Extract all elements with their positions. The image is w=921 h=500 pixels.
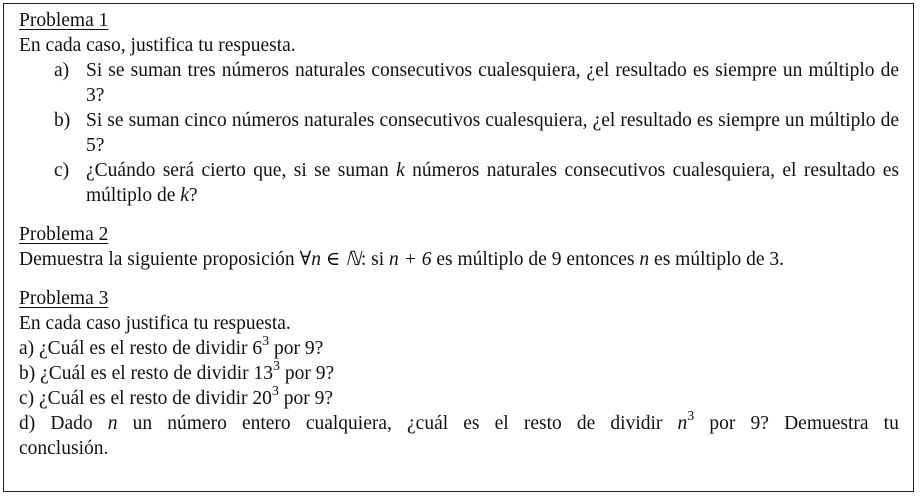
math-var-k: k	[396, 160, 405, 181]
item-d-line-2: conclusión.	[19, 438, 109, 459]
word: el	[494, 413, 509, 434]
statement-post: es múltiplo de 3.	[649, 249, 785, 270]
item-text-post: por 9?	[279, 363, 335, 384]
item-text-pre: ¿Cuál es el resto de dividir	[40, 363, 254, 384]
problem-2-statement	[19, 247, 899, 272]
word: Dado	[50, 413, 93, 434]
statement-mid2: es múltiplo de 9 entonces	[431, 249, 640, 270]
item-text: Si se suman tres números naturales consecutivos cualesquiera, ¿el resultado es siempre un múltiplo de 3?	[86, 60, 899, 106]
problem-1-item-c	[19, 158, 899, 208]
item-label: b)	[54, 110, 71, 131]
item-text-post: por 9?	[278, 388, 334, 409]
math-base: 20	[252, 388, 272, 409]
word: cualquiera,	[305, 413, 392, 434]
math-var-n: n	[107, 413, 118, 434]
math-exponent: 3	[262, 333, 270, 349]
word: tu	[883, 413, 899, 434]
word: ¿cuál	[407, 413, 449, 434]
item-text-post: por 9?	[269, 338, 324, 359]
math-expression: n + 6	[389, 249, 432, 270]
word: entero	[241, 413, 291, 434]
item-text-pre: ¿Cuál es el resto de dividir	[39, 338, 253, 359]
item-text-pre: ¿Cuándo será cierto que, si se suman	[86, 160, 397, 181]
problem-3-item-d	[19, 408, 899, 461]
problem-3-item-c	[19, 383, 899, 411]
item-d-line-1	[19, 408, 899, 436]
item-label: d)	[19, 413, 36, 434]
math-exponent: 3	[272, 358, 280, 374]
problem-3-item-b	[19, 358, 899, 386]
word: resto	[523, 413, 562, 434]
item-text-post: ?	[188, 185, 198, 206]
statement-pre: Demuestra la siguiente proposición	[19, 249, 300, 270]
word: dividir	[610, 413, 663, 434]
item-label: b)	[19, 363, 36, 384]
math-var-n: n	[639, 249, 650, 270]
math-base: 13	[253, 363, 273, 384]
problem-3	[19, 286, 899, 461]
word: por	[709, 413, 736, 434]
item-text-mid: números naturales consecutivos cualesquiera, el resultado es múltiplo de	[86, 160, 899, 206]
item-label: a)	[19, 338, 35, 359]
word: de	[576, 413, 596, 434]
item-label: a)	[54, 60, 70, 81]
problem-3-intro: En cada caso justifica tu respuesta.	[19, 313, 291, 334]
word: 9?	[750, 413, 769, 434]
math-base: n	[677, 413, 688, 434]
problem-1-item-b	[19, 108, 899, 158]
item-text: Si se suman cinco números naturales consecutivos cualesquiera, ¿el resultado es siempre un múltiplo de 5?	[86, 110, 899, 156]
item-label: c)	[19, 388, 35, 409]
word: un	[132, 413, 153, 434]
problem-1-items	[19, 58, 899, 208]
problem-sheet	[3, 3, 914, 492]
problem-1-intro: En cada caso, justifica tu respuesta.	[19, 35, 296, 56]
word: es	[463, 413, 480, 434]
problem-2	[19, 222, 899, 272]
word: Demuestra	[784, 413, 869, 434]
math-var-k: k	[180, 185, 189, 206]
math-power	[677, 408, 695, 436]
item-text-pre: ¿Cuál es el resto de dividir	[39, 388, 253, 409]
math-exponent: 3	[271, 383, 279, 399]
math-exponent: 3	[687, 408, 695, 424]
statement-mid1: : si	[360, 249, 390, 270]
problem-1-title: Problema 1	[19, 10, 109, 31]
item-label: c)	[54, 160, 70, 181]
problem-3-title: Problema 3	[19, 288, 109, 309]
math-base: 6	[252, 338, 263, 359]
problem-3-item-a	[19, 333, 899, 361]
word: número	[167, 413, 227, 434]
problem-2-title: Problema 2	[19, 224, 109, 245]
math-quantifier: ∀n ∈ ℕ	[299, 249, 361, 270]
problem-1-item-a	[19, 58, 899, 108]
problem-1	[19, 8, 899, 208]
